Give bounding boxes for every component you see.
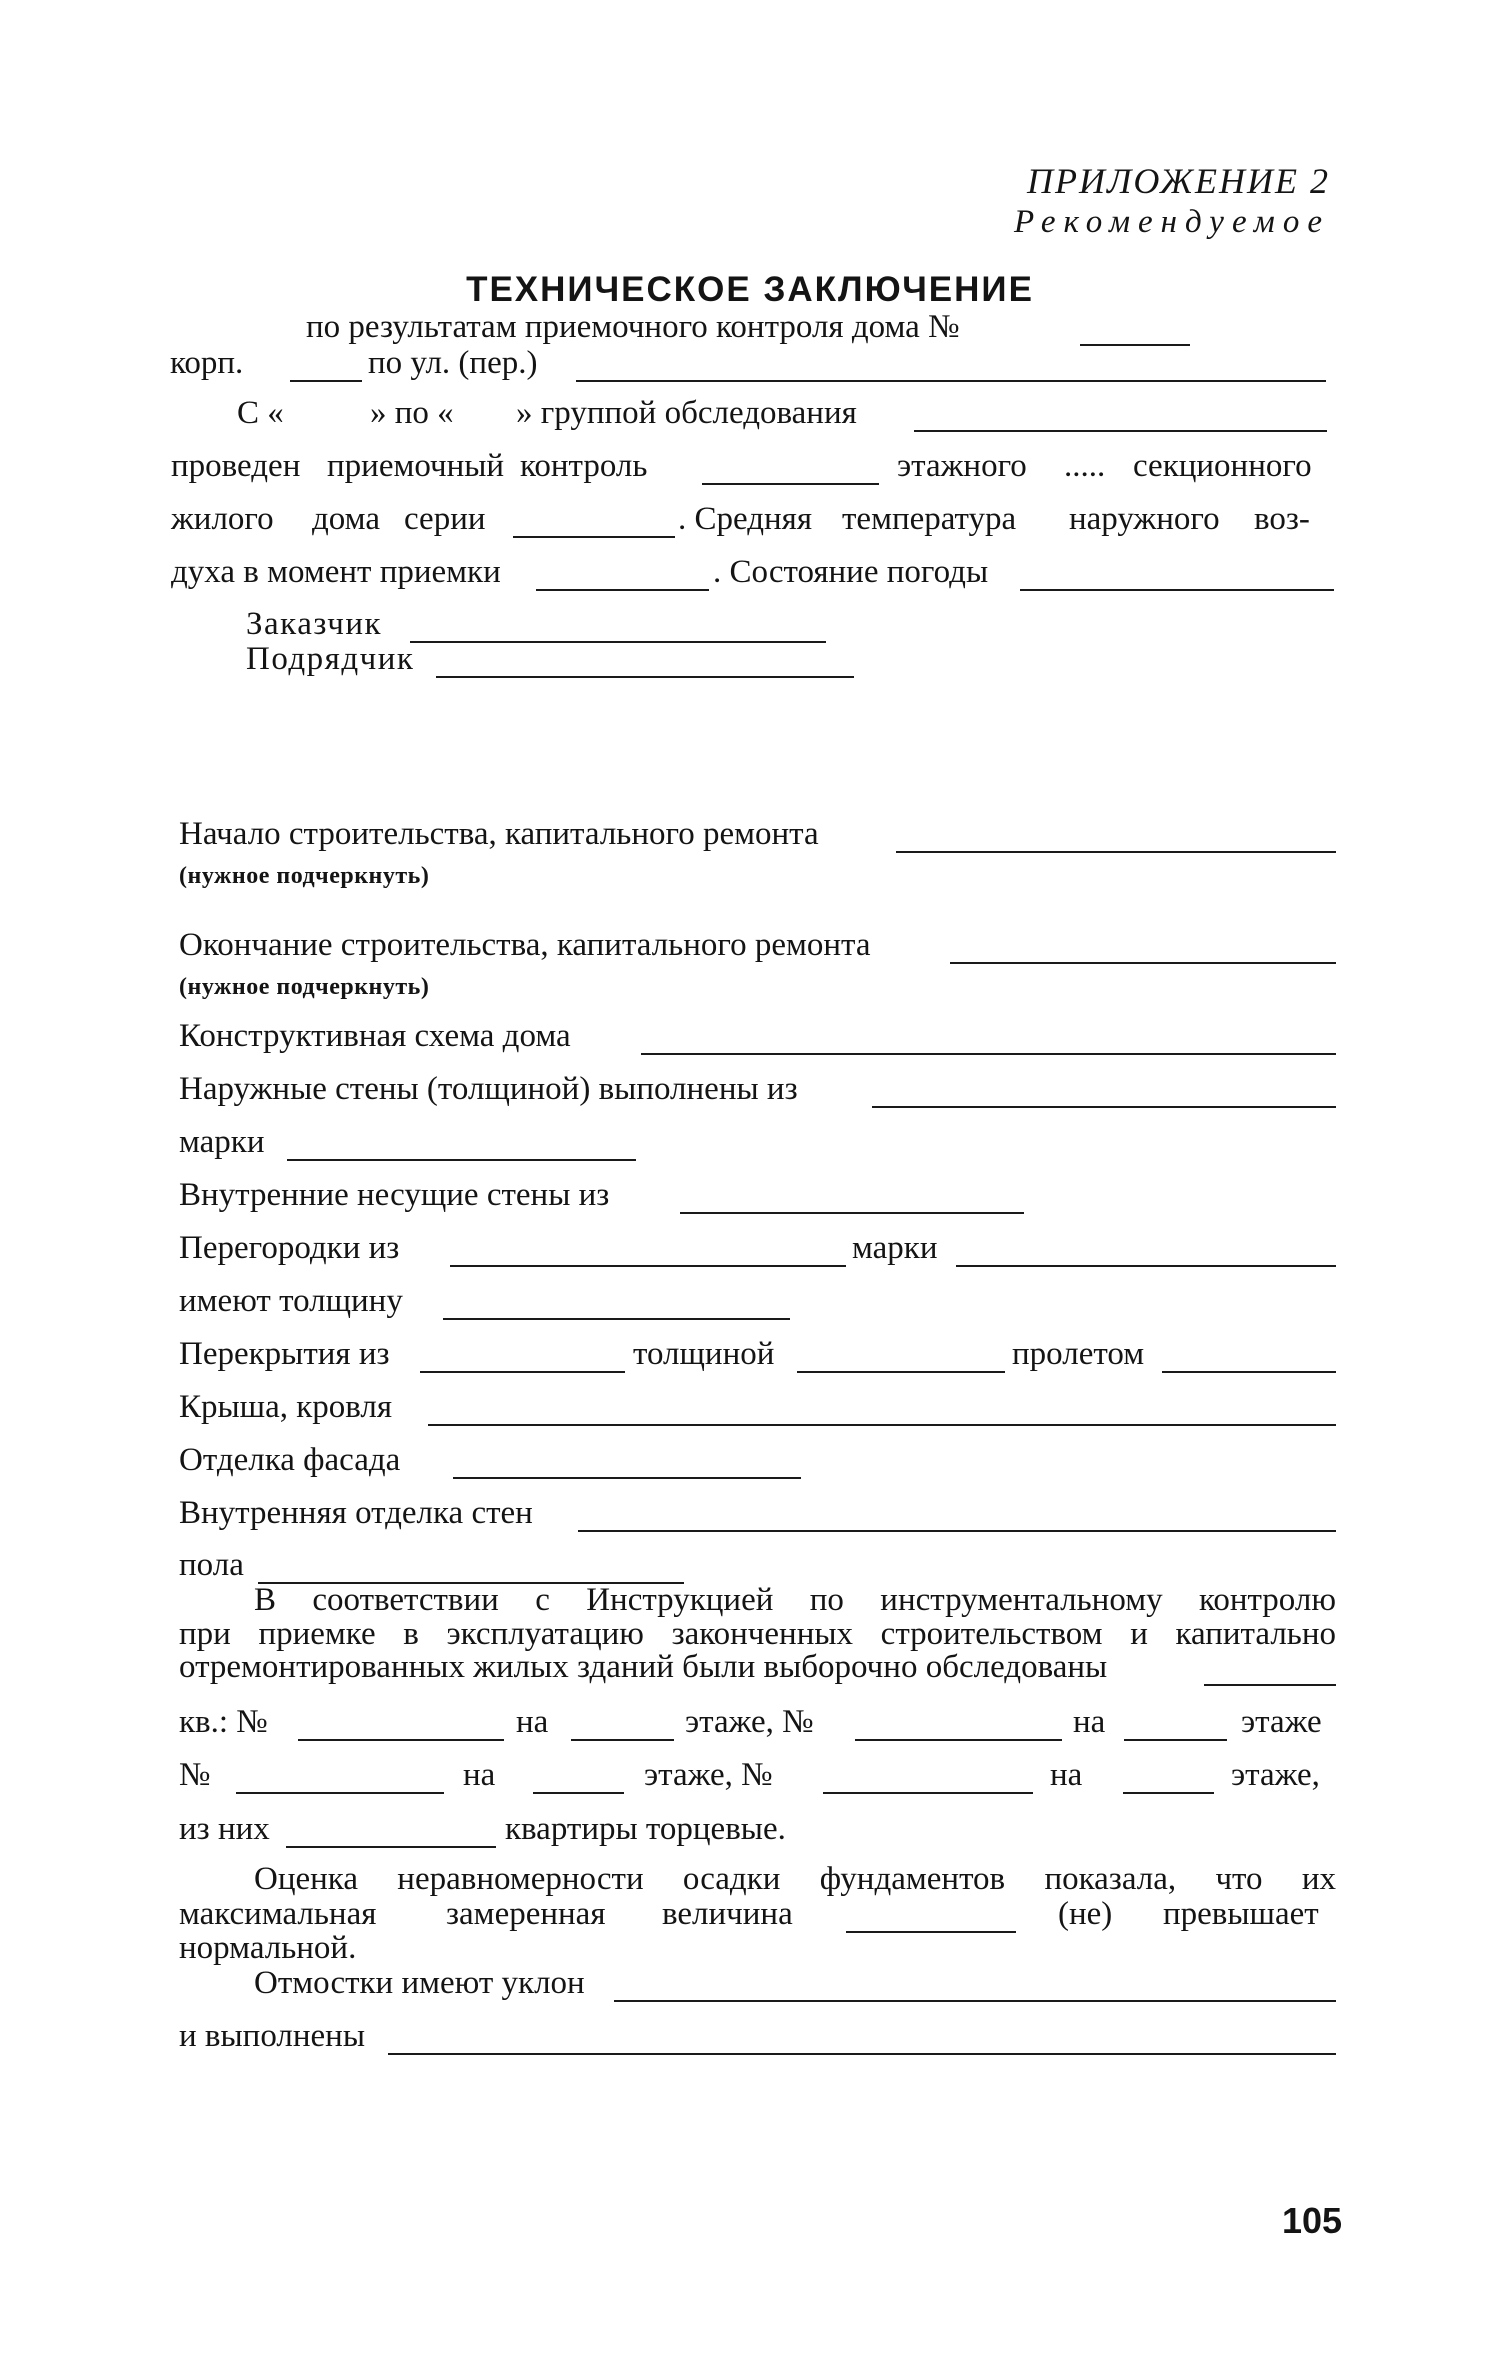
ext-walls-field[interactable] (872, 1106, 1336, 1108)
partitions-grade-field[interactable] (956, 1265, 1336, 1267)
apartments-line-2 (0, 1759, 1500, 1819)
sections-label: секционного (1133, 448, 1312, 484)
settlement-word-4: (не) (1058, 1896, 1113, 1932)
contractor-field[interactable] (436, 676, 854, 678)
from-label: С « (237, 395, 284, 431)
floors-label: этажного (897, 448, 1027, 484)
blind-area-made-label: и выполнены (179, 2018, 365, 2054)
blind-area-made-field[interactable] (388, 2053, 1336, 2055)
floors-count-field[interactable] (702, 483, 879, 485)
street-label: по ул. (пер.) (368, 345, 538, 381)
partitions-label: Перегородки из (179, 1230, 400, 1266)
int-walls-label: Внутренние несущие стены из (179, 1177, 610, 1213)
series-label: серии (404, 501, 486, 537)
int-walls-field[interactable] (680, 1212, 1024, 1214)
house-number-field[interactable] (1080, 344, 1190, 346)
apartment-number-field-1[interactable] (298, 1739, 504, 1741)
instruction-line-1: В соответствии с Инструкцией по инструментальному контролю (254, 1582, 1336, 1618)
contractor-line (0, 643, 1500, 703)
apartment-number-field-2[interactable] (855, 1739, 1062, 1741)
blind-area-slope-field[interactable] (614, 2000, 1336, 2002)
settlement-word-5: превышает (1163, 1896, 1319, 1932)
series-field[interactable] (513, 536, 675, 538)
end-apartments-label: квартиры торцевые. (505, 1811, 786, 1847)
scheme-field[interactable] (641, 1053, 1336, 1055)
control-word-3: контроль (520, 448, 648, 484)
temp-word-1: . Средняя (678, 501, 813, 537)
contractor-label: Подрядчик (246, 641, 415, 677)
span-field[interactable] (1162, 1371, 1336, 1373)
blind-area-made-line (0, 2020, 1500, 2080)
apartment-floor-field-3[interactable] (533, 1792, 624, 1794)
street-field[interactable] (576, 380, 1326, 382)
partitions-grade-label: марки (852, 1230, 938, 1266)
partitions-thickness-label: имеют толщину (179, 1283, 403, 1319)
weather-label: . Состояние погоды (713, 554, 989, 590)
settlement-line-1: Оценка неравномерности осадки фундаментов показала, что их (254, 1861, 1336, 1897)
settlement-word-3: величина (662, 1896, 793, 1932)
control-word-2: приемочный (327, 448, 505, 484)
slabs-label: Перекрытия из (179, 1336, 390, 1372)
apartment-floor-label-1: этаже, № (685, 1704, 814, 1740)
roof-field[interactable] (428, 1424, 1336, 1426)
air-label: духа в момент приемки (171, 554, 501, 590)
temp-word-2: температура (842, 501, 1017, 537)
korp-label: корп. (170, 345, 244, 381)
inspected-count-field[interactable] (1204, 1684, 1336, 1686)
int-finish-label: Внутренняя отделка стен (179, 1495, 533, 1531)
floor-finish-label: пола (179, 1547, 244, 1583)
apartment-on-label-4: на (1050, 1757, 1083, 1793)
weather-field[interactable] (1020, 589, 1334, 591)
slab-thickness-field[interactable] (797, 1371, 1005, 1373)
apartment-floor-label-3: этаже, № (644, 1757, 773, 1793)
start-label: Начало строительства, капитального ремонта (179, 816, 819, 852)
recommended-label: Рекомендуемое (1013, 204, 1330, 240)
end-apartments-field[interactable] (286, 1846, 496, 1848)
blind-area-slope-label: Отмостки имеют уклон (254, 1965, 585, 2001)
facade-field[interactable] (453, 1477, 801, 1479)
series-word-2: дома (312, 501, 380, 537)
air-temperature-field[interactable] (536, 589, 709, 591)
end-label: Окончание строительства, капитального ремонта (179, 927, 871, 963)
apartment-floor-field-4[interactable] (1123, 1792, 1214, 1794)
control-word-1: проведен (171, 448, 301, 484)
of-them-label: из них (179, 1811, 270, 1847)
apartment-floor-field-2[interactable] (1124, 1739, 1227, 1741)
roof-label: Крыша, кровля (179, 1389, 393, 1425)
apartment-floor-label-2: этаже (1241, 1704, 1322, 1740)
apartment-number-field-4[interactable] (823, 1792, 1033, 1794)
end-date-field[interactable] (950, 962, 1336, 964)
page-number: 105 (1282, 2200, 1343, 2241)
partitions-thickness-field[interactable] (443, 1318, 790, 1320)
series-word-1: жилого (171, 501, 274, 537)
scheme-label: Конструктивная схема дома (179, 1018, 571, 1054)
slabs-material-field[interactable] (420, 1371, 625, 1373)
inspection-group-field[interactable] (914, 430, 1327, 432)
apartment-on-label-3: на (463, 1757, 496, 1793)
temp-word-4: воз- (1254, 501, 1310, 537)
apartment-floor-label-4: этаже, (1231, 1757, 1320, 1793)
settlement-word-6: нормальной. (179, 1930, 357, 1966)
grade-label: марки (179, 1124, 265, 1160)
apartment-floor-field-1[interactable] (571, 1739, 674, 1741)
settlement-word-1: максимальная (179, 1896, 377, 1932)
start-note-line (0, 864, 1500, 924)
end-underline-note: (нужное подчеркнуть) (179, 974, 430, 1000)
instruction-line-3-text: отремонтированных жилых зданий были выборочно обследованы (179, 1649, 1108, 1685)
apartment-number-field-3[interactable] (236, 1792, 444, 1794)
int-finish-field[interactable] (578, 1530, 1336, 1532)
instruction-line-3 (0, 1651, 1500, 1711)
apartment-on-label-1: на (516, 1704, 549, 1740)
temp-word-3: наружного (1069, 501, 1220, 537)
partitions-field[interactable] (450, 1265, 846, 1267)
appendix-label: ПРИЛОЖЕНИЕ 2 (1027, 161, 1330, 201)
building-number-field[interactable] (290, 380, 362, 382)
group-label: » группой обследования (516, 395, 857, 431)
subtitle-text: по результатам приемочного контроля дома № (306, 309, 960, 345)
slab-thickness-label: толщиной (633, 1336, 775, 1372)
settlement-word-2: замеренная (446, 1896, 606, 1932)
start-underline-note: (нужное подчеркнуть) (179, 863, 430, 889)
facade-label: Отделка фасада (179, 1442, 401, 1478)
customer-label: Заказчик (246, 606, 383, 642)
apartment-on-label-2: на (1073, 1704, 1106, 1740)
instruction-line-2: при приемке в эксплуатацию законченных строительством и капитально (179, 1616, 1336, 1652)
span-label: пролетом (1012, 1336, 1145, 1372)
ext-walls-label: Наружные стены (толщиной) выполнены из (179, 1071, 798, 1107)
page-title: ТЕХНИЧЕСКОЕ ЗАКЛЮЧЕНИЕ (466, 270, 1034, 309)
to-label: » по « (370, 395, 454, 431)
grade-field[interactable] (287, 1159, 636, 1161)
apartment-num-label-3: № (179, 1757, 211, 1793)
start-date-field[interactable] (896, 851, 1336, 853)
air-line (0, 556, 1500, 616)
apartment-kv-label: кв.: № (179, 1704, 268, 1740)
dots-text: ..... (1064, 448, 1106, 484)
